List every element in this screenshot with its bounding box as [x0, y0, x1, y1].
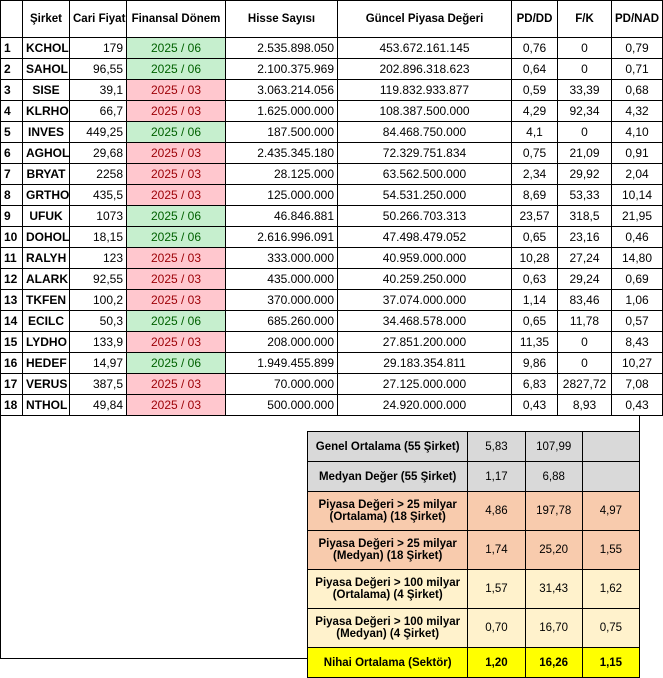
share-count: 2.616.996.091 [226, 227, 338, 248]
table-row [1, 290, 663, 311]
row-number: 18 [1, 395, 23, 416]
fk-value: 0 [558, 38, 612, 59]
pd-nad-value: 4,32 [612, 101, 663, 122]
left-border [0, 431, 1, 659]
share-count: 2.100.375.969 [226, 59, 338, 80]
pd-nad-value: 0,46 [612, 227, 663, 248]
summary-row [308, 492, 640, 531]
summary-pd-dd: 4,86 [468, 492, 525, 531]
market-value: 54.531.250.000 [338, 185, 512, 206]
fk-value: 83,46 [558, 290, 612, 311]
summary-label: Piyasa Değeri > 100 milyar (Ortalama) (4 Şirket) [308, 570, 468, 609]
financial-period: 2025 / 06 [127, 353, 226, 374]
pd-dd-value: 0,43 [512, 395, 558, 416]
pd-nad-value: 10,27 [612, 353, 663, 374]
pd-dd-value: 0,75 [512, 143, 558, 164]
row-number: 1 [1, 38, 23, 59]
pd-nad-value: 8,43 [612, 332, 663, 353]
pd-nad-value: 2,04 [612, 164, 663, 185]
summary-pd-nad: 0,75 [582, 609, 639, 648]
market-value: 202.896.318.623 [338, 59, 512, 80]
current-price: 50,3 [70, 311, 127, 332]
share-count: 1.949.455.899 [226, 353, 338, 374]
pd-dd-value: 0,63 [512, 269, 558, 290]
row-number: 17 [1, 374, 23, 395]
header-pd-nad: PD/NAD [612, 1, 663, 38]
row-number: 3 [1, 80, 23, 101]
fk-value: 92,34 [558, 101, 612, 122]
table-row [1, 122, 663, 143]
company-ticker: SISE [23, 80, 70, 101]
row-number: 10 [1, 227, 23, 248]
row-number: 7 [1, 164, 23, 185]
share-count: 125.000.000 [226, 185, 338, 206]
financial-period: 2025 / 03 [127, 332, 226, 353]
current-price: 133,9 [70, 332, 127, 353]
financial-period: 2025 / 06 [127, 38, 226, 59]
share-count: 1.625.000.000 [226, 101, 338, 122]
summary-pd-dd: 5,83 [468, 432, 525, 462]
share-count: 2.535.898.050 [226, 38, 338, 59]
table-row [1, 395, 663, 416]
header-fk: F/K [558, 1, 612, 38]
pd-nad-value: 10,14 [612, 185, 663, 206]
header-cari-fiyat: Cari Fiyat [70, 1, 127, 38]
financial-period: 2025 / 03 [127, 290, 226, 311]
pd-dd-value: 0,76 [512, 38, 558, 59]
share-count: 370.000.000 [226, 290, 338, 311]
summary-label: Medyan Değer (55 Şirket) [308, 462, 468, 492]
pd-nad-value: 0,71 [612, 59, 663, 80]
summary-label: Piyasa Değeri > 100 milyar (Medyan) (4 Şirket) [308, 609, 468, 648]
financial-period: 2025 / 06 [127, 59, 226, 80]
market-value: 84.468.750.000 [338, 122, 512, 143]
company-ticker: ECILC [23, 311, 70, 332]
market-value: 47.498.479.052 [338, 227, 512, 248]
market-value: 24.920.000.000 [338, 395, 512, 416]
table-row [1, 248, 663, 269]
summary-pd-dd: 1,74 [468, 531, 525, 570]
company-ticker: UFUK [23, 206, 70, 227]
fk-value: 33,39 [558, 80, 612, 101]
current-price: 18,15 [70, 227, 127, 248]
financial-period: 2025 / 06 [127, 206, 226, 227]
company-ticker: NTHOL [23, 395, 70, 416]
pd-dd-value: 1,14 [512, 290, 558, 311]
summary-fk: 197,78 [525, 492, 582, 531]
pd-nad-value: 0,43 [612, 395, 663, 416]
current-price: 123 [70, 248, 127, 269]
pd-nad-value: 0,68 [612, 80, 663, 101]
row-number: 13 [1, 290, 23, 311]
pd-nad-value: 0,57 [612, 311, 663, 332]
table-row [1, 143, 663, 164]
pd-dd-value: 10,28 [512, 248, 558, 269]
current-price: 449,25 [70, 122, 127, 143]
financial-period: 2025 / 03 [127, 269, 226, 290]
pd-nad-value: 7,08 [612, 374, 663, 395]
row-number: 16 [1, 353, 23, 374]
market-value: 40.959.000.000 [338, 248, 512, 269]
financial-period: 2025 / 06 [127, 122, 226, 143]
summary-pd-nad [582, 432, 639, 462]
table-row [1, 185, 663, 206]
pd-nad-value: 1,06 [612, 290, 663, 311]
row-number: 8 [1, 185, 23, 206]
table-row [1, 164, 663, 185]
financial-period: 2025 / 03 [127, 395, 226, 416]
summary-pd-dd: 1,57 [468, 570, 525, 609]
header-row [1, 1, 663, 38]
header-piyasa-degeri: Güncel Piyasa Değeri [338, 1, 512, 38]
market-value: 50.266.703.313 [338, 206, 512, 227]
summary-label: Genel Ortalama (55 Şirket) [308, 432, 468, 462]
financial-period: 2025 / 06 [127, 227, 226, 248]
fk-value: 27,24 [558, 248, 612, 269]
financial-period: 2025 / 03 [127, 248, 226, 269]
pd-dd-value: 6,83 [512, 374, 558, 395]
company-ticker: GRTHO [23, 185, 70, 206]
current-price: 1073 [70, 206, 127, 227]
pd-nad-value: 0,69 [612, 269, 663, 290]
fk-value: 0 [558, 353, 612, 374]
summary-fk: 16,26 [525, 648, 582, 678]
market-value: 40.259.250.000 [338, 269, 512, 290]
pd-dd-value: 0,59 [512, 80, 558, 101]
summary-fk: 107,99 [525, 432, 582, 462]
summary-table [307, 431, 640, 678]
current-price: 100,2 [70, 290, 127, 311]
summary-fk: 6,88 [525, 462, 582, 492]
header-finansal-donem: Finansal Dönem [127, 1, 226, 38]
market-value: 453.672.161.145 [338, 38, 512, 59]
header-pd-dd: PD/DD [512, 1, 558, 38]
header-no [1, 1, 23, 38]
company-ticker: AGHOL [23, 143, 70, 164]
financial-period: 2025 / 03 [127, 101, 226, 122]
pd-nad-value: 21,95 [612, 206, 663, 227]
pd-dd-value: 23,57 [512, 206, 558, 227]
fk-value: 53,33 [558, 185, 612, 206]
company-ticker: VERUS [23, 374, 70, 395]
summary-pd-dd: 0,70 [468, 609, 525, 648]
summary-label: Piyasa Değeri > 25 milyar (Medyan) (18 Şirket) [308, 531, 468, 570]
share-count: 187.500.000 [226, 122, 338, 143]
company-ticker: LYDHO [23, 332, 70, 353]
share-count: 685.260.000 [226, 311, 338, 332]
current-price: 387,5 [70, 374, 127, 395]
fk-value: 0 [558, 332, 612, 353]
company-ticker: DOHOL [23, 227, 70, 248]
current-price: 179 [70, 38, 127, 59]
share-count: 2.435.345.180 [226, 143, 338, 164]
company-ticker: TKFEN [23, 290, 70, 311]
company-ticker: ALARK [23, 269, 70, 290]
company-ticker: RALYH [23, 248, 70, 269]
table-row [1, 269, 663, 290]
pd-dd-value: 4,1 [512, 122, 558, 143]
pd-nad-value: 4,10 [612, 122, 663, 143]
current-price: 92,55 [70, 269, 127, 290]
summary-pd-nad: 1,62 [582, 570, 639, 609]
pd-dd-value: 4,29 [512, 101, 558, 122]
pd-dd-value: 11,35 [512, 332, 558, 353]
row-number: 12 [1, 269, 23, 290]
pd-dd-value: 2,34 [512, 164, 558, 185]
current-price: 14,97 [70, 353, 127, 374]
fk-value: 23,16 [558, 227, 612, 248]
financial-period: 2025 / 03 [127, 143, 226, 164]
summary-row [308, 531, 640, 570]
pd-dd-value: 0,65 [512, 311, 558, 332]
current-price: 66,7 [70, 101, 127, 122]
summary-fk: 25,20 [525, 531, 582, 570]
row-number: 4 [1, 101, 23, 122]
market-value: 119.832.933.877 [338, 80, 512, 101]
market-value: 72.329.751.834 [338, 143, 512, 164]
share-count: 435.000.000 [226, 269, 338, 290]
summary-pd-nad [582, 462, 639, 492]
market-value: 34.468.578.000 [338, 311, 512, 332]
row-number: 14 [1, 311, 23, 332]
market-value: 108.387.500.000 [338, 101, 512, 122]
row-number: 11 [1, 248, 23, 269]
summary-fk: 16,70 [525, 609, 582, 648]
table-row [1, 101, 663, 122]
table-row [1, 332, 663, 353]
table-row [1, 206, 663, 227]
fk-value: 29,24 [558, 269, 612, 290]
share-count: 3.063.214.056 [226, 80, 338, 101]
market-value: 63.562.500.000 [338, 164, 512, 185]
market-value: 27.125.000.000 [338, 374, 512, 395]
company-ticker: HEDEF [23, 353, 70, 374]
table-row [1, 38, 663, 59]
summary-label: Nihai Ortalama (Sektör) [308, 648, 468, 678]
fk-value: 11,78 [558, 311, 612, 332]
row-number: 5 [1, 122, 23, 143]
table-spacer [0, 415, 640, 431]
table-row [1, 80, 663, 101]
fk-value: 318,5 [558, 206, 612, 227]
current-price: 435,5 [70, 185, 127, 206]
header-hisse-sayisi: Hisse Sayısı [226, 1, 338, 38]
financial-period: 2025 / 03 [127, 374, 226, 395]
company-ticker: SAHOL [23, 59, 70, 80]
fk-value: 0 [558, 122, 612, 143]
financial-period: 2025 / 03 [127, 185, 226, 206]
row-number: 9 [1, 206, 23, 227]
summary-row [308, 432, 640, 462]
summary-pd-dd: 1,17 [468, 462, 525, 492]
table-row [1, 311, 663, 332]
current-price: 96,55 [70, 59, 127, 80]
row-number: 6 [1, 143, 23, 164]
table-row [1, 374, 663, 395]
fk-value: 29,92 [558, 164, 612, 185]
company-ticker: KLRHO [23, 101, 70, 122]
summary-row [308, 648, 640, 678]
summary-row [308, 609, 640, 648]
share-count: 46.846.881 [226, 206, 338, 227]
header-sirket: Şirket [23, 1, 70, 38]
market-value: 29.183.354.811 [338, 353, 512, 374]
share-count: 333.000.000 [226, 248, 338, 269]
share-count: 28.125.000 [226, 164, 338, 185]
table-row [1, 227, 663, 248]
summary-pd-nad: 1,55 [582, 531, 639, 570]
summary-pd-dd: 1,20 [468, 648, 525, 678]
current-price: 29,68 [70, 143, 127, 164]
pd-dd-value: 0,65 [512, 227, 558, 248]
financial-period: 2025 / 03 [127, 80, 226, 101]
company-ticker: BRYAT [23, 164, 70, 185]
pd-dd-value: 0,64 [512, 59, 558, 80]
company-ticker: INVES [23, 122, 70, 143]
summary-fk: 31,43 [525, 570, 582, 609]
pd-nad-value: 0,79 [612, 38, 663, 59]
fk-value: 0 [558, 59, 612, 80]
fk-value: 2827,72 [558, 374, 612, 395]
current-price: 39,1 [70, 80, 127, 101]
pd-dd-value: 9,86 [512, 353, 558, 374]
summary-row [308, 462, 640, 492]
table-row [1, 59, 663, 80]
share-count: 208.000.000 [226, 332, 338, 353]
share-count: 70.000.000 [226, 374, 338, 395]
pd-nad-value: 0,91 [612, 143, 663, 164]
market-value: 37.074.000.000 [338, 290, 512, 311]
bottom-border [0, 658, 308, 659]
current-price: 49,84 [70, 395, 127, 416]
market-value: 27.851.200.000 [338, 332, 512, 353]
table-row [1, 353, 663, 374]
row-number: 2 [1, 59, 23, 80]
financial-period: 2025 / 06 [127, 311, 226, 332]
fk-value: 8,93 [558, 395, 612, 416]
fk-value: 21,09 [558, 143, 612, 164]
current-price: 2258 [70, 164, 127, 185]
pd-nad-value: 14,80 [612, 248, 663, 269]
row-number: 15 [1, 332, 23, 353]
financial-period: 2025 / 03 [127, 164, 226, 185]
company-ticker: KCHOL [23, 38, 70, 59]
share-count: 500.000.000 [226, 395, 338, 416]
summary-pd-nad: 4,97 [582, 492, 639, 531]
summary-pd-nad: 1,15 [582, 648, 639, 678]
summary-label: Piyasa Değeri > 25 milyar (Ortalama) (18 Şirket) [308, 492, 468, 531]
pd-dd-value: 8,69 [512, 185, 558, 206]
summary-row [308, 570, 640, 609]
